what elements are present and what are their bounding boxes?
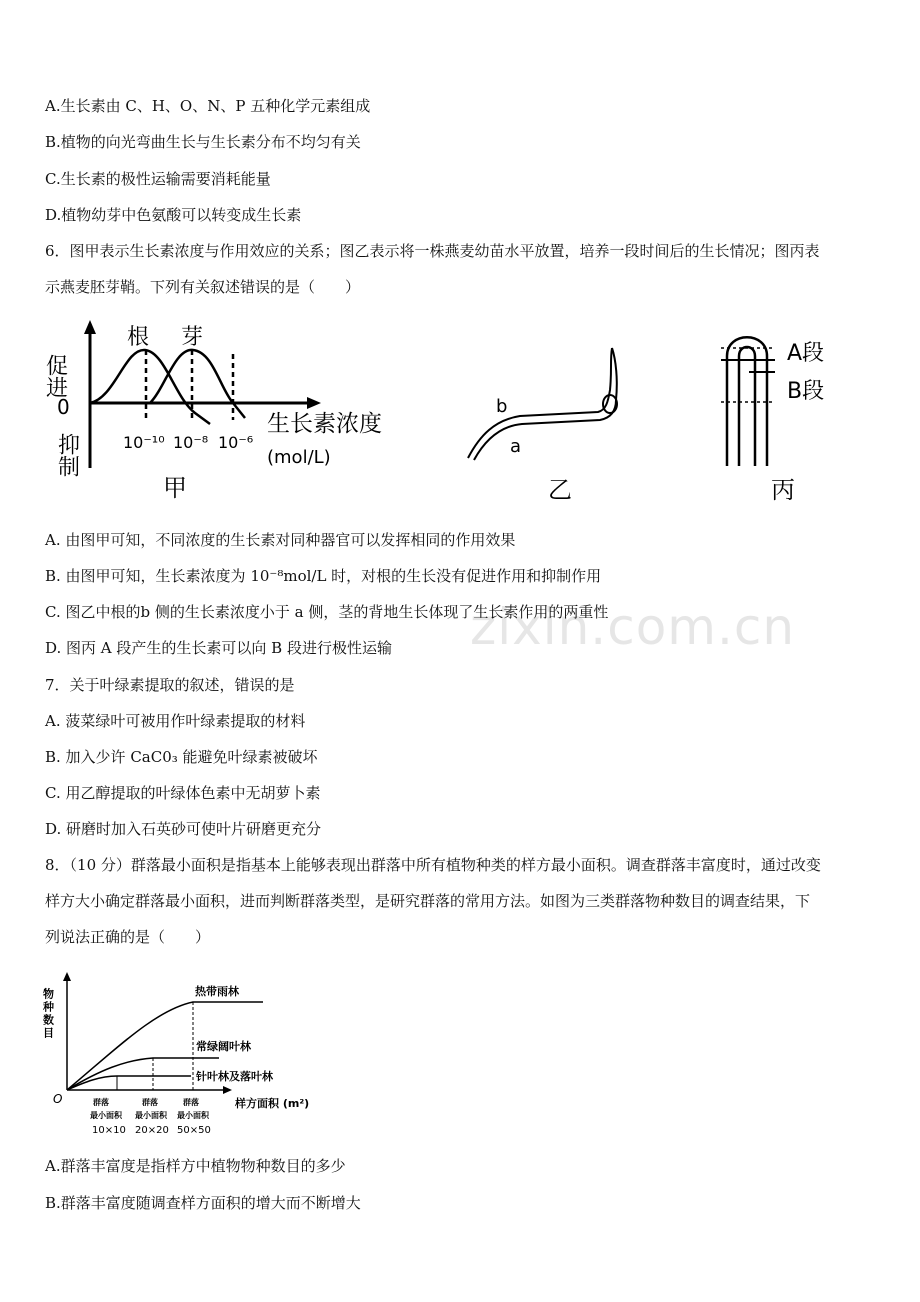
q6-stem-line1: 6．图甲表示生长素浓度与作用效应的关系；图乙表示将一株燕麦幼苗水平放置，培养一段时间后的生长情况；图丙表 <box>45 242 820 260</box>
q8-stem-line1: 8．（10 分）群落最小面积是指基本上能够表现出群落中所有植物种类的样方最小面积。调查群落丰富度时，通过改变 <box>45 856 821 874</box>
tick-header-3b: 最小面积 <box>177 1111 209 1120</box>
bud-label: 芽 <box>181 325 204 350</box>
label-b-segment: B段 <box>787 379 825 404</box>
tick-header-2b: 最小面积 <box>135 1111 167 1120</box>
label-coniferous-deciduous: 针叶林及落叶林 <box>196 1070 273 1083</box>
q6-stem-line2: 示燕麦胚芽鞘。下列有关叙述错误的是（ ） <box>45 278 361 296</box>
x-axis-arrow <box>307 397 321 409</box>
watermark: zixin.com.cn <box>470 598 796 656</box>
figure-jia <box>42 318 385 508</box>
plant-outline-top <box>468 348 612 458</box>
chart-origin: O <box>53 1092 63 1106</box>
chart-x-arrow <box>223 1086 232 1094</box>
q5-option-c: C.生长素的极性运输需要消耗能量 <box>45 170 271 188</box>
q7-option-a: A. 菠菜绿叶可被用作叶绿素提取的材料 <box>45 712 306 730</box>
label-b: b <box>496 396 508 417</box>
q7-option-c: C. 用乙醇提取的叶绿体色素中无胡萝卜素 <box>45 784 321 802</box>
q8-stem-line3: 列说法正确的是（ ） <box>45 928 211 946</box>
tick-1e-8: 10⁻⁸ <box>173 433 209 452</box>
series-coniferous-deciduous <box>67 1076 191 1090</box>
q6-option-d: D. 图丙 A 段产生的生长素可以向 B 段进行极性运输 <box>45 639 392 657</box>
x-axis-unit: (mol/L) <box>267 447 331 468</box>
q8-stem-line2: 样方大小确定群落最小面积，进而判断群落类型，是研究群落的常用方法。如图为三类群落物种数目的调查结果，下 <box>45 892 811 910</box>
chart-xlabel: 样方面积 (m²) <box>235 1097 310 1110</box>
figure-bing <box>715 326 845 506</box>
q5-option-a: A.生长素由 C、H、O、N、P 五种化学元素组成 <box>45 97 371 115</box>
promote-char1: 促进 <box>42 354 68 398</box>
q5-option-d: D.植物幼芽中色氨酸可以转变成生长素 <box>45 206 302 224</box>
bud-curve <box>150 350 245 418</box>
label-a-segment: A段 <box>787 341 825 366</box>
q8-option-a: A.群落丰富度是指样方中植物物种数目的多少 <box>45 1157 346 1175</box>
tick-header-1b: 最小面积 <box>90 1111 122 1120</box>
x-axis-label: 生长素浓度 <box>267 411 382 437</box>
chart-ylabel: 物种数目 <box>41 988 55 1040</box>
zero-label: 0 <box>57 395 70 419</box>
species-area-chart <box>41 970 335 1145</box>
q7-stem: 7．关于叶绿素提取的叙述，错误的是 <box>45 676 295 694</box>
q7-option-d: D. 研磨时加入石英砂可使叶片研磨更充分 <box>45 820 322 838</box>
tick-header-2a: 群落 <box>142 1098 158 1107</box>
tick-label-2: 20×20 <box>135 1125 169 1136</box>
label-tropical-rainforest: 热带雨林 <box>195 985 239 998</box>
y-axis-arrow <box>84 320 96 334</box>
inhibit-label: 抑制 <box>54 433 80 477</box>
tick-header-1a: 群落 <box>93 1098 109 1107</box>
q8-option-b: B.群落丰富度随调查样方面积的增大而不断增大 <box>45 1194 361 1212</box>
q5-option-b: B.植物的向光弯曲生长与生长素分布不均匀有关 <box>45 133 361 151</box>
tick-label-1: 10×10 <box>92 1125 126 1136</box>
coleoptile-inner <box>739 347 755 466</box>
root-label: 根 <box>127 325 150 350</box>
q6-option-c: C. 图乙中根的b 侧的生长素浓度小于 a 侧，茎的背地生长体现了生长素作用的两重性 <box>45 603 609 621</box>
tick-header-3a: 群落 <box>183 1098 199 1107</box>
tick-1e-10: 10⁻¹⁰ <box>123 433 165 452</box>
chart-y-arrow <box>63 972 71 981</box>
label-a: a <box>510 436 522 457</box>
q6-option-b: B. 由图甲可知，生长素浓度为 10⁻⁸mol/L 时，对根的生长没有促进作用和抑制作用 <box>45 567 602 585</box>
caption-bing: 丙 <box>771 476 795 504</box>
label-evergreen-broadleaf: 常绿阔叶林 <box>196 1040 251 1053</box>
q7-option-b: B. 加入少许 CaC0₃ 能避免叶绿素被破坏 <box>45 748 318 766</box>
caption-jia: 甲 <box>163 474 187 502</box>
q6-option-a: A. 由图甲可知，不同浓度的生长素对同种器官可以发挥相同的作用效果 <box>45 531 516 549</box>
tick-1e-6: 10⁻⁶ <box>218 433 254 452</box>
caption-yi: 乙 <box>548 476 572 504</box>
tick-label-3: 50×50 <box>177 1125 211 1136</box>
figure-yi <box>460 340 630 508</box>
